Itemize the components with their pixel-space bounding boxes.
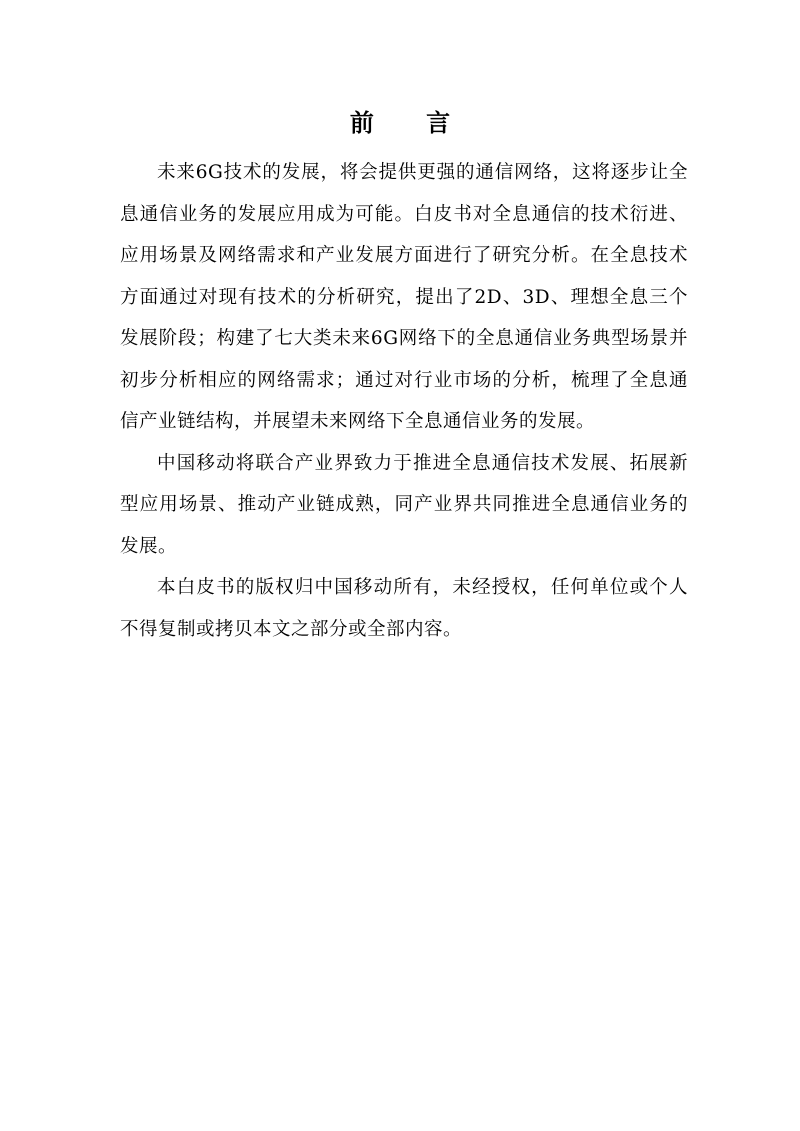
- paragraph-summary: 未来6G技术的发展，将会提供更强的通信网络，这将逐步让全息通信业务的发展应用成为可能。白皮书对全息通信的技术衍进、应用场景及网络需求和产业发展方面进行了研究分析。在全息技术方面通过对现有技术的分析研究，提出了2D、3D、理想全息三个发展阶段；构建了七大类未来6G网络下的全息通信业务典型场景并初步分析相应的网络需求；通过对行业市场的分析，梳理了全息通信产业链结构，并展望未来网络下全息通信业务的发展。: [120, 162, 688, 432]
- document-body: [120, 152, 688, 650]
- paragraph-copyright: 本白皮书的版权归中国移动所有，未经授权，任何单位或个人不得复制或拷贝本文之部分或全部内容。: [120, 577, 688, 640]
- page-title: 前 言: [349, 109, 473, 137]
- paragraph-commitment: 中国移动将联合产业界致力于推进全息通信技术发展、拓展新型应用场景、推动产业链成熟，同产业界共同推进全息通信业务的发展。: [120, 452, 688, 557]
